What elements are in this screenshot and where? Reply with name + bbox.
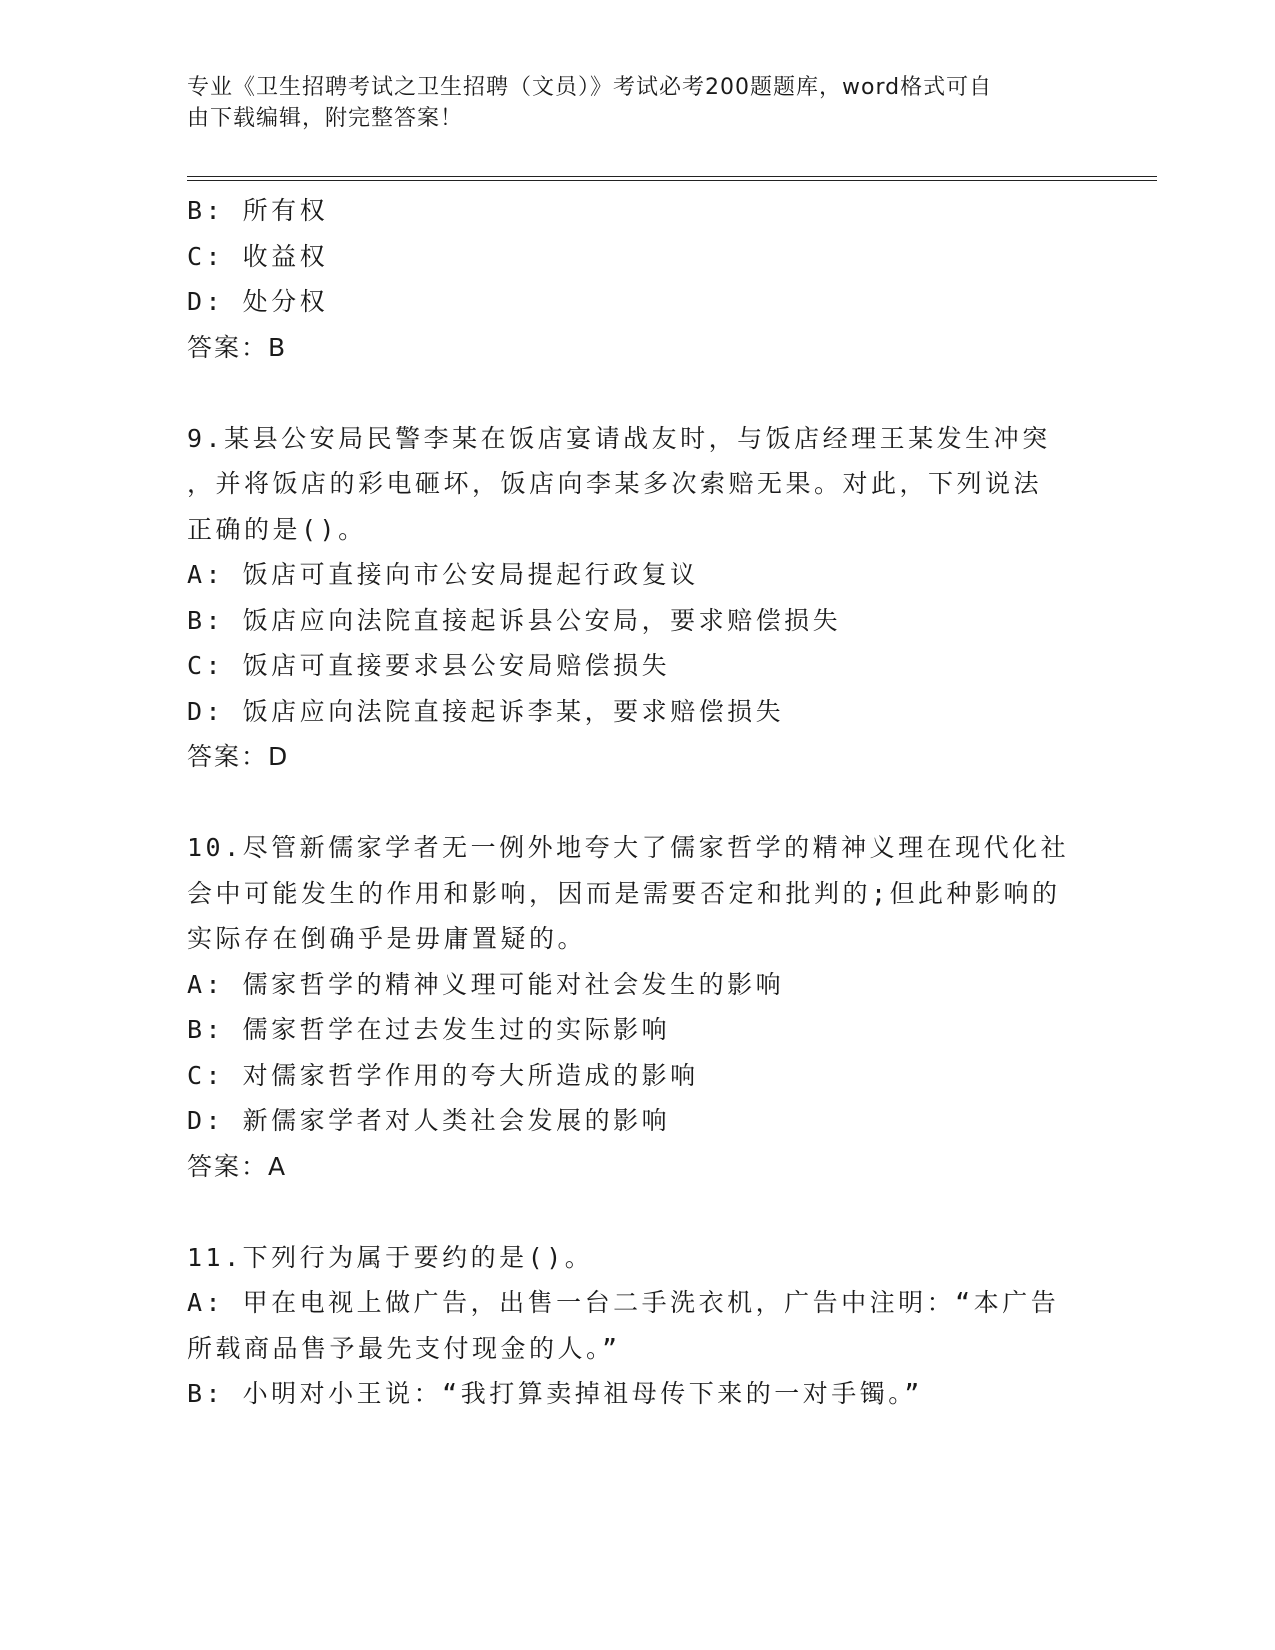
question-stem-line: 会中可能发生的作用和影响，因而是需要否定和批判的;但此种影响的 xyxy=(187,878,1061,908)
question-stem-line: ，并将饭店的彩电砸坏，饭店向李某多次索赔无果。对此，下列说法 xyxy=(187,469,1043,498)
option-b: B: 儒家哲学在过去发生过的实际影响 xyxy=(187,1015,671,1044)
question-10 xyxy=(187,825,1087,1189)
option-d: D: 饭店应向法院直接起诉李某，要求赔偿损失 xyxy=(187,696,785,726)
option-a: A: 儒家哲学的精神义理可能对社会发生的影响 xyxy=(187,969,785,999)
option-a-line-1: A: 甲在电视上做广告，出售一台二手洗衣机，广告中注明：“本广告 xyxy=(187,1288,1060,1317)
option-b: B: 饭店应向法院直接起诉县公安局，要求赔偿损失 xyxy=(187,605,842,635)
page-header xyxy=(187,72,1067,134)
option-c: C: 对儒家哲学作用的夸大所造成的影响 xyxy=(187,1060,699,1090)
option-c: C: 饭店可直接要求县公安局赔偿损失 xyxy=(187,651,671,680)
answer-label: 答案：B xyxy=(187,332,288,362)
question-stem-line: 10.尽管新儒家学者无一例外地夸大了儒家哲学的精神义理在现代化社 xyxy=(187,833,1070,862)
spacer xyxy=(187,780,1087,826)
question-stem-line: 11.下列行为属于要约的是()。 xyxy=(187,1242,594,1272)
question-stem-line: 正确的是()。 xyxy=(187,514,367,544)
question-9 xyxy=(187,416,1087,780)
header-divider xyxy=(187,176,1157,181)
answer-label: 答案：D xyxy=(187,742,290,771)
spacer xyxy=(187,1189,1087,1235)
option-b: B: 所有权 xyxy=(187,196,329,225)
option-d: D: 新儒家学者对人类社会发展的影响 xyxy=(187,1106,671,1135)
question-8-tail xyxy=(187,188,1087,370)
option-d: D: 处分权 xyxy=(187,287,329,316)
header-line-2: 由下载编辑，附完整答案！ xyxy=(187,106,464,131)
answer-label: 答案：A xyxy=(187,1151,288,1181)
option-a-line-2: 所载商品售予最先支付现金的人。” xyxy=(187,1333,621,1363)
question-stem-line: 9.某县公安局民警李某在饭店宴请战友时，与饭店经理王某发生冲突 xyxy=(187,423,1051,453)
question-11 xyxy=(187,1235,1087,1417)
spacer xyxy=(187,370,1087,416)
option-b: B: 小明对小王说：“我打算卖掉祖母传下来的一对手镯。” xyxy=(187,1379,923,1408)
header-line-1: 专业《卫生招聘考试之卫生招聘（文员）》考试必考200题题库，word格式可自 xyxy=(187,75,993,100)
option-c: C: 收益权 xyxy=(187,241,329,271)
question-stem-line: 实际存在倒确乎是毋庸置疑的。 xyxy=(187,924,587,953)
question-content xyxy=(187,188,1087,1417)
option-a: A: 饭店可直接向市公安局提起行政复议 xyxy=(187,560,699,589)
